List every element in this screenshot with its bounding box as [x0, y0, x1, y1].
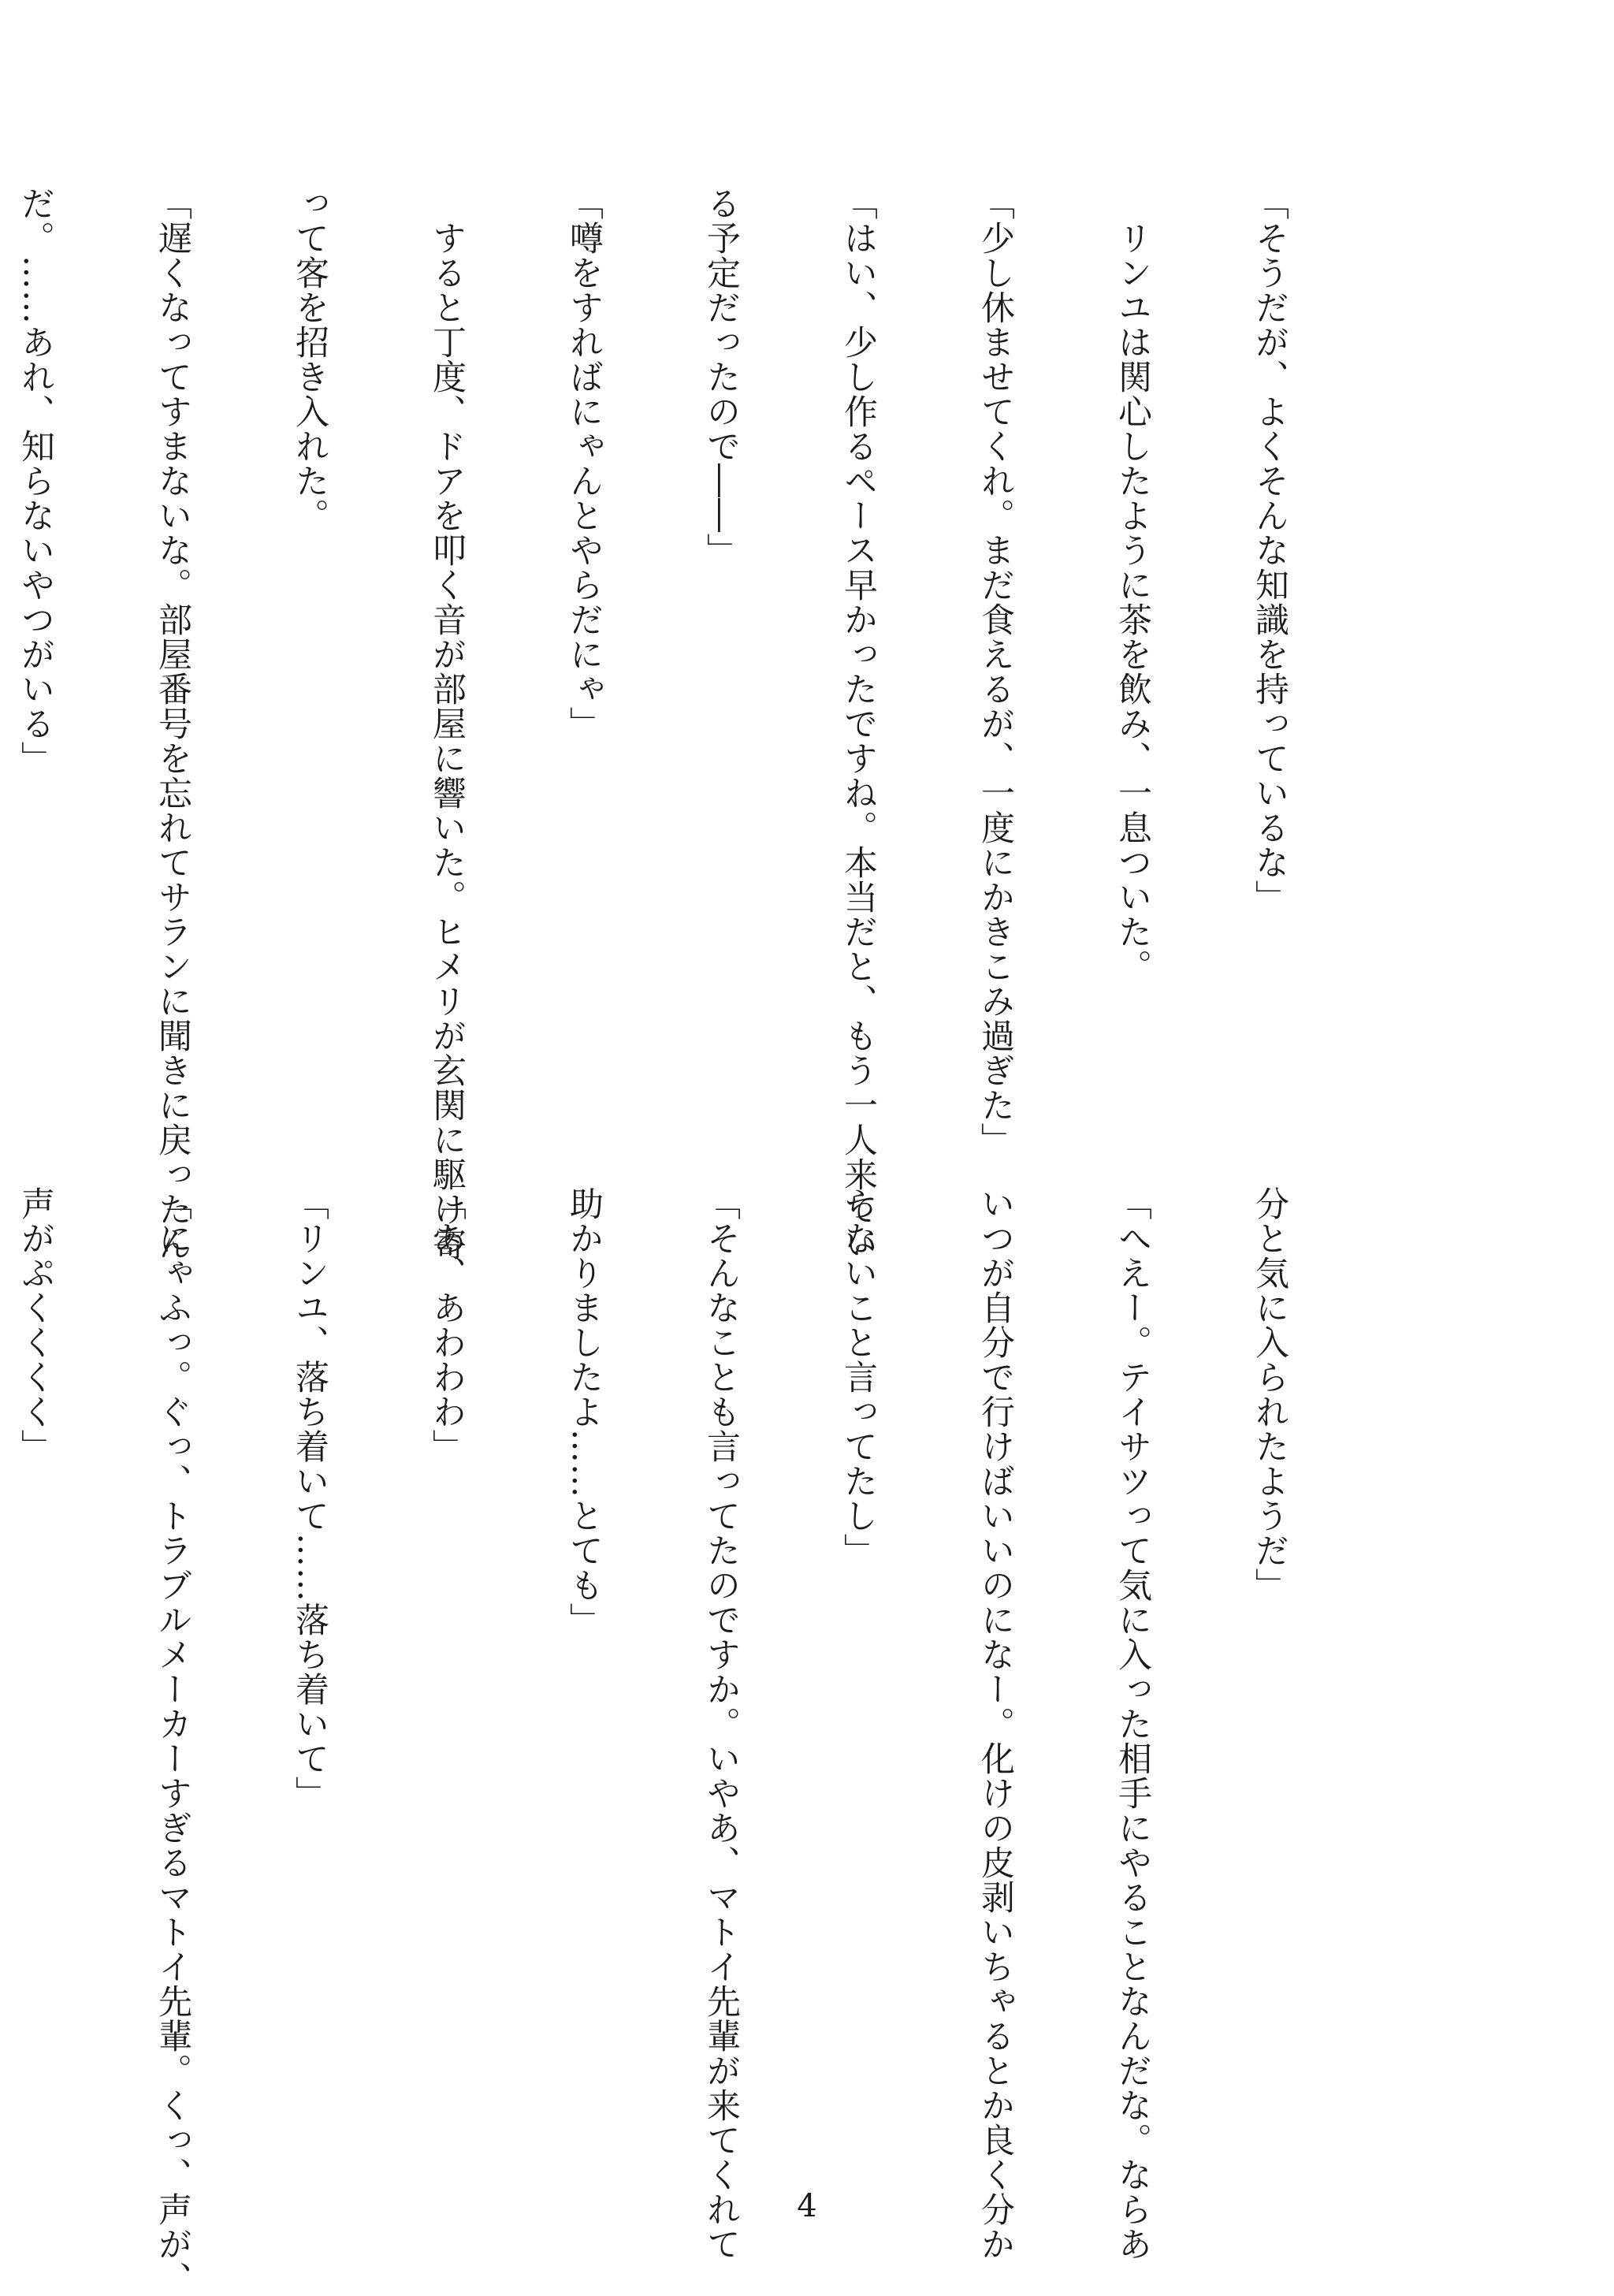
- text-line: リンユは関心したように茶を飲み、一息ついた。: [1113, 186, 1152, 984]
- text-line: 「少し休ませてくれ。まだ食えるが、一度にかきこみ過ぎた」: [976, 186, 1015, 1157]
- text-line: る予定だったので――」: [701, 186, 741, 567]
- text-line: 分と気に入られたようだ」: [1250, 1186, 1289, 1602]
- text-line: 「遅くなってすまないな。部屋番号を忘れてサランに聞きに戻ったん: [153, 186, 192, 1261]
- text-block-top: [16, 186, 1384, 1261]
- text-line: 「にゃふっ。ぐっ、トラブルメーカーすぎるマトイ先輩。くっ、声が、: [153, 1186, 192, 2296]
- text-line: 「はい、少し作るペース早かったですね。本当だと、もう一人来てい: [839, 186, 878, 1261]
- text-line: 声がぷくくくく」: [16, 1186, 55, 1464]
- text-block-bottom: [16, 1186, 1384, 2296]
- text-line: だ。……あれ、知らないやつがいる」: [16, 186, 55, 776]
- text-line: 「リンユ、落ち着いて……落ち着いて」: [290, 1186, 329, 1810]
- text-line: 「そうだが、よくそんな知識を持っているな」: [1250, 186, 1289, 914]
- page-number: 4: [797, 2188, 817, 2224]
- text-line: って客を招き入れた。: [290, 186, 329, 533]
- text-line: 助かりましたよ……とても」: [564, 1186, 604, 1637]
- text-line: 「へえー。テイサツって気に入った相手にやることなんだな。ならあ: [1113, 1186, 1152, 2261]
- text-line: いつが自分で行けばいいのになー。化けの皮剥いちゃるとか良く分か: [976, 1186, 1015, 2261]
- text-line: すると丁度、ドアを叩く音が部屋に響いた。ヒメリが玄関に駆け寄: [427, 186, 467, 1261]
- text-line: 「あ、あわわわ」: [427, 1186, 467, 1464]
- text-line: 「そんなことも言ってたのですか。いやあ、マトイ先輩が来てくれて: [701, 1186, 741, 2261]
- text-line: 「噂をすればにゃんとやらだにゃ」: [564, 186, 604, 741]
- text-line: らないこと言ってたし」: [839, 1186, 878, 1568]
